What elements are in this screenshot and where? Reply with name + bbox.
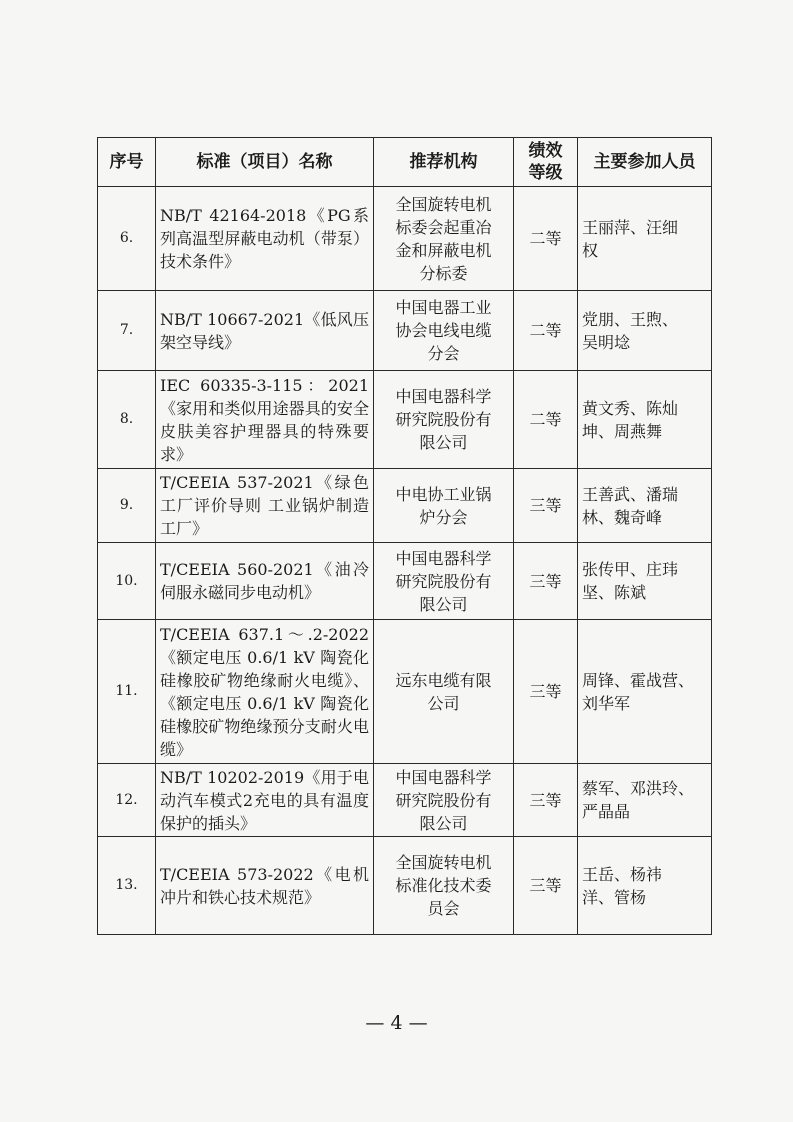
- page-number: — 4 —: [365, 1012, 428, 1034]
- header-standard-name: 标准（项目）名称: [156, 138, 374, 187]
- row-standard-name: T/CEEIA 637.1～.2-2022《额定电压 0.6/1 kV 陶瓷化硅橡胶矿物绝缘耐火电缆》、《额定电压 0.6/1 kV 陶瓷化硅橡胶矿物绝缘预分支耐火电缆》: [156, 620, 374, 764]
- row-seq: 11.: [98, 620, 156, 764]
- row-people-text: 周锋、霍战营、 刘华军: [582, 670, 695, 713]
- row-org-text: 中电协工业锅 炉分会: [395, 484, 492, 527]
- row-people: [578, 291, 712, 371]
- row-org-text: 中国电器科学 研究院股份有 限公司: [395, 767, 492, 833]
- table-row: [98, 764, 712, 837]
- row-org: [374, 620, 514, 764]
- row-people-text: 张传甲、庄玮 坚、陈斌: [582, 560, 679, 602]
- row-people-text: 王丽萍、汪细 权: [582, 217, 679, 260]
- row-grade: 三等: [514, 620, 578, 764]
- row-org: [374, 291, 514, 371]
- row-standard-name: T/CEEIA 573-2022《电机冲片和铁心技术规范》: [156, 837, 374, 935]
- table-row: [98, 837, 712, 935]
- row-grade: 二等: [514, 187, 578, 291]
- table-row: [98, 371, 712, 469]
- row-seq: 7.: [98, 291, 156, 371]
- row-people: [578, 469, 712, 543]
- header-grade-text: 绩效 等级: [528, 141, 563, 183]
- row-people-text: 黄文秀、陈灿 坤、周燕舞: [582, 398, 679, 441]
- row-people: [578, 837, 712, 935]
- row-org: [374, 371, 514, 469]
- row-org: [374, 187, 514, 291]
- row-standard-name: IEC 60335-3-115：2021《家用和类似用途器具的安全 皮肤美容护理器具的特殊要求》: [156, 371, 374, 469]
- row-grade: 二等: [514, 371, 578, 469]
- row-org-text: 全国旋转电机 标准化技术委 员会: [395, 853, 492, 918]
- table-row: [98, 469, 712, 543]
- awards-table: [97, 137, 712, 935]
- row-people: [578, 543, 712, 620]
- row-grade: 三等: [514, 469, 578, 543]
- header-seq: 序号: [98, 138, 156, 187]
- row-grade: 三等: [514, 543, 578, 620]
- row-org-text: 中国电器科学 研究院股份有 限公司: [395, 387, 492, 452]
- row-org-text: 中国电器科学 研究院股份有 限公司: [395, 548, 492, 614]
- row-org: [374, 764, 514, 837]
- header-recommending-org: 推荐机构: [374, 138, 514, 187]
- row-grade: 三等: [514, 764, 578, 837]
- row-people: [578, 187, 712, 291]
- row-org: [374, 543, 514, 620]
- row-standard-name: NB/T 10667-2021《低风压架空导线》: [156, 291, 374, 371]
- row-seq: 12.: [98, 764, 156, 837]
- table-header-row: [98, 138, 712, 187]
- row-org: [374, 469, 514, 543]
- row-people-text: 党朋、王煦、 吴明埝: [582, 309, 679, 352]
- row-org-text: 远东电缆有限 公司: [395, 670, 492, 713]
- row-seq: 6.: [98, 187, 156, 291]
- row-people: [578, 371, 712, 469]
- table-row: [98, 543, 712, 620]
- row-standard-name: NB/T 10202-2019《用于电动汽车模式2充电的具有温度保护的插头》: [156, 764, 374, 837]
- header-participants: 主要参加人员: [578, 138, 712, 187]
- row-seq: 13.: [98, 837, 156, 935]
- row-seq: 8.: [98, 371, 156, 469]
- row-people: [578, 764, 712, 837]
- row-standard-name: T/CEEIA 537-2021《绿色工厂评价导则 工业锅炉制造工厂》: [156, 469, 374, 543]
- row-org-text: 中国电器工业 协会电线电缆 分会: [395, 298, 492, 363]
- row-grade: 二等: [514, 291, 578, 371]
- row-people-text: 王善武、潘瑞 林、魏奇峰: [582, 484, 679, 527]
- row-seq: 9.: [98, 469, 156, 543]
- row-seq: 10.: [98, 543, 156, 620]
- row-org-text: 全国旋转电机 标委会起重冶 金和屏蔽电机 分标委: [395, 194, 492, 283]
- table-row: [98, 291, 712, 371]
- header-grade: [514, 138, 578, 187]
- row-people: [578, 620, 712, 764]
- row-standard-name: NB/T 42164-2018《PG系列高温型屏蔽电动机（带泵）技术条件》: [156, 187, 374, 291]
- row-standard-name: T/CEEIA 560-2021《油冷伺服永磁同步电动机》: [156, 543, 374, 620]
- row-grade: 三等: [514, 837, 578, 935]
- table-row: [98, 187, 712, 291]
- table-row: [98, 620, 712, 764]
- row-people-text: 王岳、杨祎 洋、管杨: [582, 864, 663, 907]
- row-org: [374, 837, 514, 935]
- row-people-text: 蔡军、邓洪玲、 严晶晶: [582, 779, 695, 821]
